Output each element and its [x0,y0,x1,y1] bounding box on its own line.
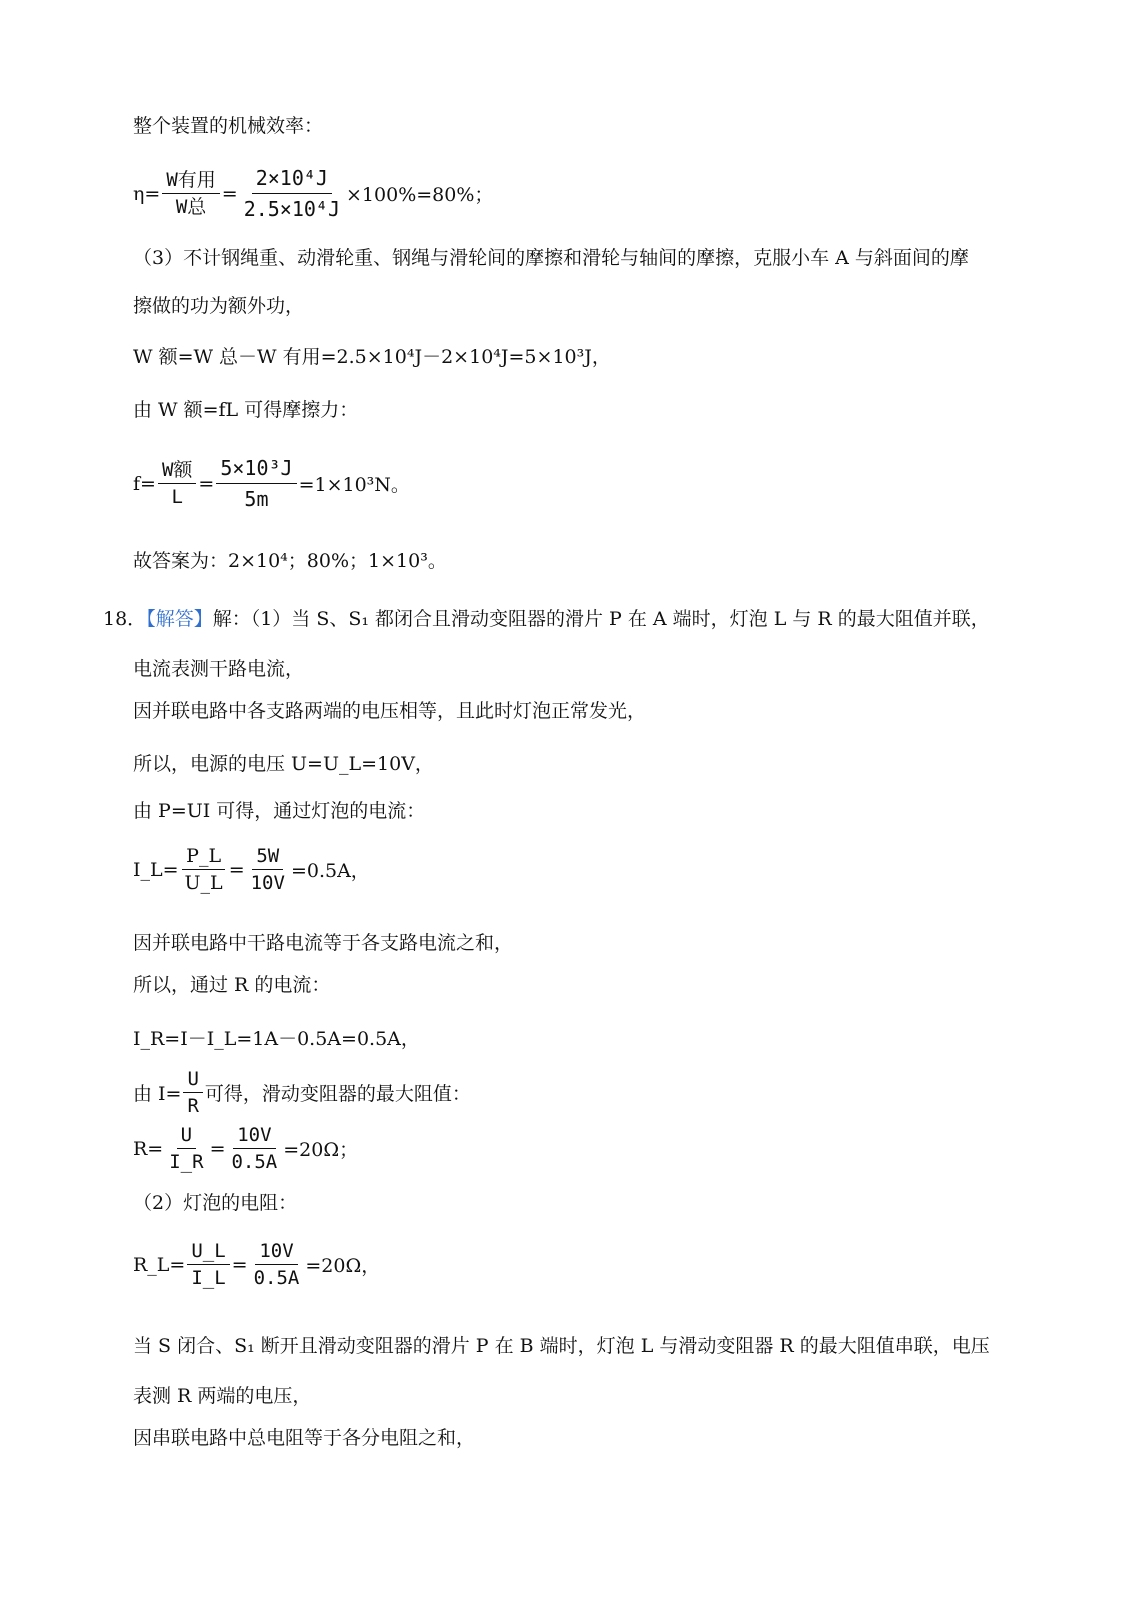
equation-lamp-current [133,845,370,894]
eq-result: =20Ω， [305,1255,381,1277]
eq-result: =1×10³N。 [298,474,410,496]
text-ammeter: 电流表测干路电流， [133,658,305,680]
text-series-resistance: 因串联电路中总电阻等于各分电阻之和， [133,1427,476,1449]
text-series-line1: 当 S 闭合、S₁ 断开且滑动变阻器的滑片 P 在 B 端时，灯泡 L 与滑动变阻器 R 的最大阻值串联，电压 [133,1335,990,1357]
fraction-denominator: I_R [169,1151,204,1173]
fraction-work [158,459,196,508]
eq-equals: = [221,182,238,205]
fraction-numerator: U [177,1124,196,1149]
fraction-denominator: 0.5A [253,1267,300,1289]
fraction-power-voltage [181,845,227,894]
fraction-ohm [183,1068,202,1117]
text-parallel-current: 因并联电路中干路电流等于各支路电流之和， [133,932,514,954]
fraction-numerator: W额 [158,459,196,484]
text-part3-line1: （3）不计钢绳重、动滑轮重、钢绳与滑轮间的摩擦和滑轮与轴间的摩擦，克服小车 A 与斜面间的摩 [133,247,969,269]
text-resistor-current: I_R=I－I_L=1A－0.5A=0.5A， [133,1028,420,1050]
fraction-denominator: W总 [175,196,207,218]
fraction-numerator: 10V [255,1240,297,1265]
text-series-line2: 表测 R 两端的电压， [133,1385,312,1407]
text-parallel-voltage: 因并联电路中各支路两端的电压相等，且此时灯泡正常发光， [133,700,647,722]
fraction-values [240,165,344,222]
solution-tag: 【解答】 [146,608,213,630]
eq-equals: = [209,1137,226,1160]
fraction-values [250,1240,304,1289]
fraction-voltage-current [165,1124,207,1173]
fraction-work [162,169,219,218]
fraction-denominator: R [187,1095,199,1117]
text-source-voltage: 所以，电源的电压 U=U_L=10V， [133,753,434,775]
fraction-numerator: P_L [182,845,225,870]
fraction-numerator: U_L [187,1240,229,1265]
fraction-denominator: L [171,486,183,508]
fraction-numerator: 5×10³J [216,455,296,484]
question-18-text: 解：（1）当 S、S₁ 都闭合且滑动变阻器的滑片 P 在 A 端时，灯泡 L 与 R 的最大阻值并联， [212,608,990,630]
text-efficiency-intro: 整个装置的机械效率： [133,115,324,137]
eq-lhs: R_L= [133,1253,186,1276]
eq-prefix: 由 I= [133,1083,182,1105]
fraction-denominator: U_L [184,872,223,894]
fraction-numerator: 10V [233,1124,275,1149]
eq-result: ×100%=80%； [346,184,494,206]
fraction-denominator: 0.5A [231,1151,278,1173]
eq-result: =20Ω； [283,1139,359,1161]
equation-ohm-law [133,1068,471,1117]
text-resistor-current-intro: 所以，通过 R 的电流： [133,974,331,996]
eq-equals: = [231,1253,248,1276]
fraction-denominator: 10V [250,872,285,894]
eq-lhs: f= [133,472,156,495]
eq-lhs: R= [133,1137,164,1160]
eq-equals: = [198,472,215,495]
fraction-numerator: U [183,1068,202,1093]
question-number: 18． [103,608,147,630]
equation-lamp-resistance [133,1240,380,1289]
text-friction-intro: 由 W 额=fL 可得摩擦力： [133,399,359,421]
equation-friction [133,455,410,512]
equation-max-resistance [133,1124,358,1173]
fraction-values [227,1124,281,1173]
eq-result: =0.5A， [290,860,370,882]
text-power-formula: 由 P=UI 可得，通过灯泡的电流： [133,800,426,822]
eq-lhs: η= [133,182,161,205]
text-extra-work: W 额=W 总－W 有用=2.5×10⁴J－2×10⁴J=5×10³J， [133,346,611,368]
fraction-voltage-current [187,1240,229,1289]
question-18-header [103,606,990,632]
fraction-denominator: 5m [244,487,269,511]
equation-efficiency [133,165,493,222]
text-part2-intro: （2）灯泡的电阻： [133,1192,298,1214]
fraction-values [247,845,289,894]
fraction-numerator: W有用 [162,169,219,194]
fraction-numerator: 2×10⁴J [252,165,332,194]
text-answer: 故答案为：2×10⁴；80%；1×10³。 [133,550,447,572]
eq-lhs: I_L= [133,858,179,881]
fraction-denominator: I_L [191,1267,226,1289]
eq-equals: = [228,858,245,881]
fraction-numerator: 5W [252,845,283,870]
eq-suffix: 可得，滑动变阻器的最大阻值： [204,1083,471,1105]
text-part3-line2: 擦做的功为额外功， [133,295,305,317]
fraction-denominator: 2.5×10⁴J [243,197,341,221]
fraction-values [216,455,296,512]
